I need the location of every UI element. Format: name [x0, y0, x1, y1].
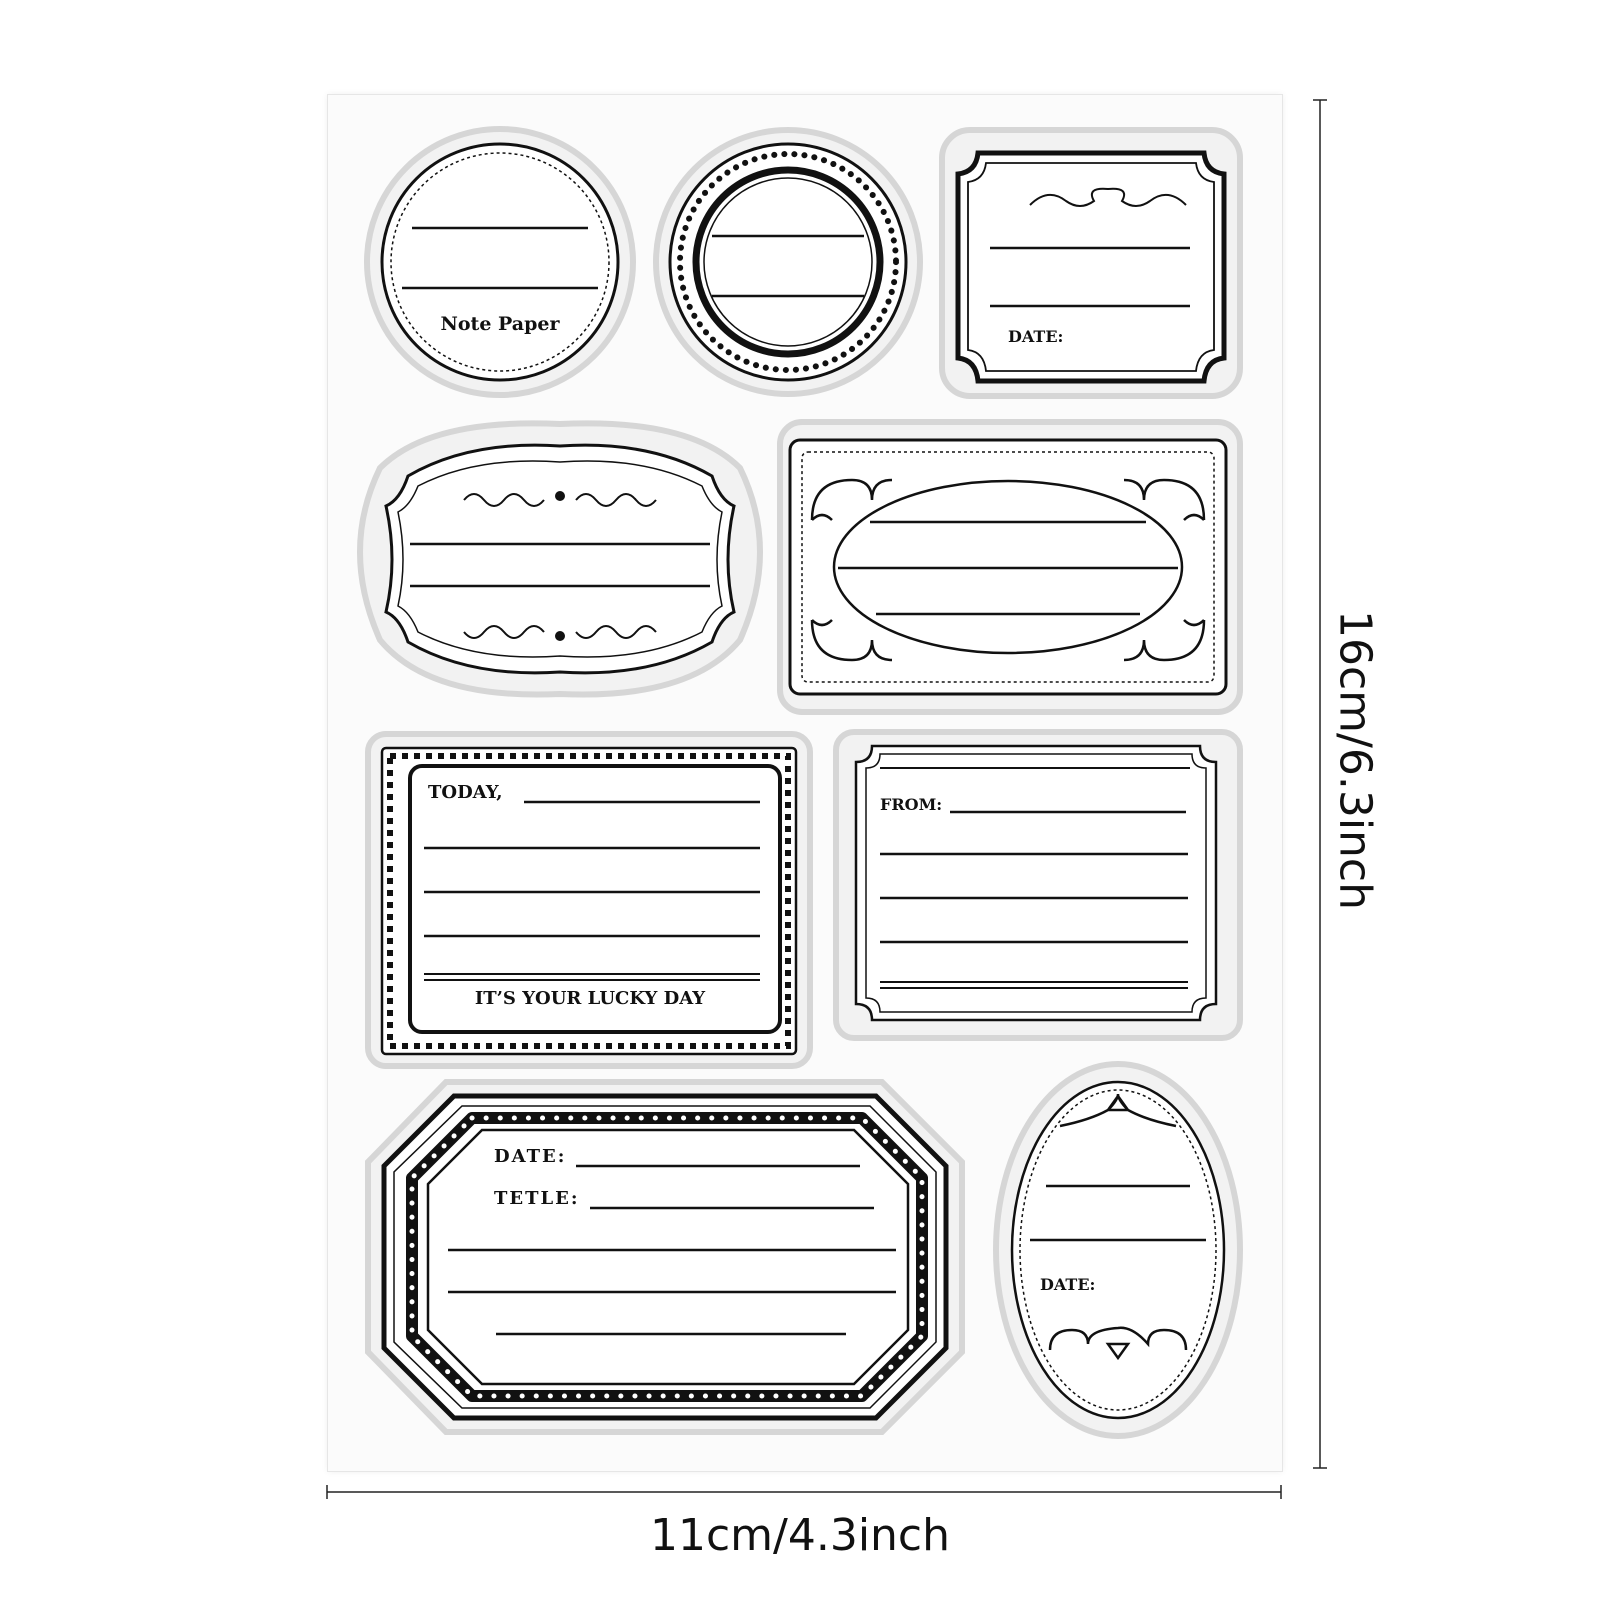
octagon-date-title-stamp — [368, 1082, 962, 1432]
today-text: TODAY, — [428, 782, 503, 803]
from-stamp — [836, 732, 1240, 1038]
width-label: 11cm/4.3inch — [649, 1510, 951, 1561]
note-paper-text: Note Paper — [440, 313, 560, 335]
ornate-bracket-stamp — [360, 423, 760, 694]
height-dimension-line — [1313, 100, 1327, 1468]
date-notched-stamp — [942, 130, 1240, 396]
oval-scroll-stamp — [780, 422, 1240, 712]
dotted-circle-stamp — [656, 130, 920, 394]
today-lucky-day-stamp — [368, 734, 810, 1066]
date-text-3: DATE: — [1040, 1275, 1096, 1294]
lucky-day-text: IT’S YOUR LUCKY DAY — [474, 988, 706, 1009]
oval-date-stamp — [996, 1064, 1240, 1436]
from-text: FROM: — [880, 795, 943, 814]
width-dimension-line — [327, 1485, 1281, 1499]
date-text-2: DATE: — [494, 1146, 567, 1167]
date-text-1: DATE: — [1008, 327, 1064, 346]
tetle-text: TETLE: — [494, 1188, 580, 1209]
height-label: 16cm/6.3inch — [1329, 609, 1381, 911]
note-paper-circle-stamp — [367, 129, 633, 395]
